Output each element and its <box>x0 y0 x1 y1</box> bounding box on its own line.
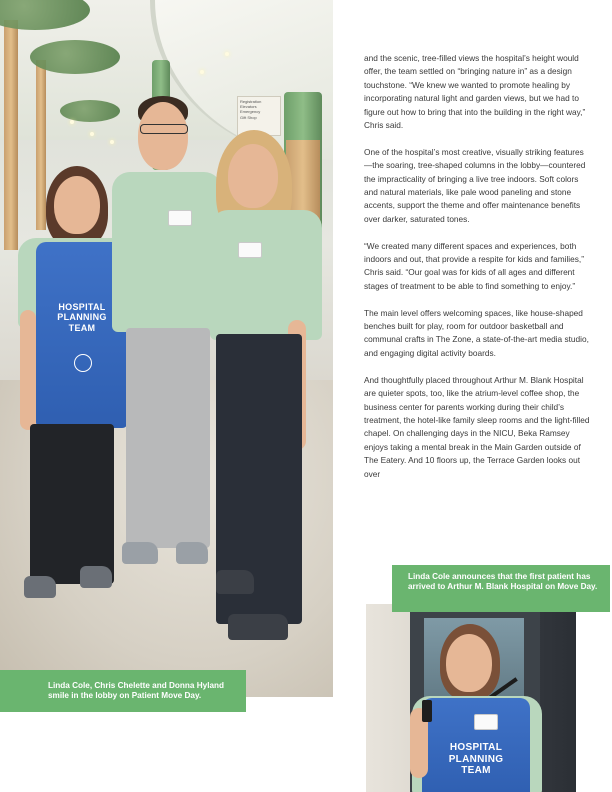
main-photo-caption <box>0 670 246 712</box>
shoe <box>24 576 56 598</box>
pants <box>30 424 114 584</box>
tree-canopy <box>30 40 120 74</box>
person-chris <box>112 96 222 586</box>
id-badge <box>168 210 192 226</box>
face <box>446 634 492 692</box>
second-photo <box>366 604 576 792</box>
article-paragraph: The main level offers welcoming spaces, like house-shaped benches built for play, room for outdoor basketball and communal crafts in The Zone, a state-of-the-art media studio, and engaging digital activity boards. <box>364 307 589 358</box>
ceiling-light <box>200 70 204 74</box>
article-paragraph: “We created many different spaces and experiences, both indoors and out, that provide a respite for kids and families,” Chris said. “Our goal was for kids of all ages and different stages of treatment to be able to find something to enjoy.” <box>364 240 584 291</box>
id-badge <box>474 714 498 730</box>
main-photo <box>0 0 333 697</box>
sign-line: Emergency <box>240 109 261 115</box>
team-logo-icon <box>74 354 92 372</box>
id-badge <box>238 242 262 258</box>
sign-line: Elevators <box>240 104 257 110</box>
face <box>138 102 188 170</box>
article-body <box>364 52 592 494</box>
vest-label: HOSPITAL PLANNING TEAM <box>57 302 107 333</box>
ceiling-light <box>225 52 229 56</box>
sign-line: Registration <box>240 99 262 104</box>
shoe <box>176 542 208 564</box>
walkie-talkie-icon <box>422 700 432 722</box>
glasses-icon <box>140 124 188 134</box>
ceiling-light <box>70 120 74 124</box>
face <box>228 144 278 208</box>
caption-text: Linda Cole, Chris Chelette and Donna Hyland smile in the lobby on Patient Move Day. <box>48 681 225 701</box>
article-paragraph: One of the hospital’s most creative, visually striking features—the soaring, tree-shaped columns in the lobby—countered the impracticality of bringing a live tree indoors. Soft colors and natural materials, like pale wood paneling and stone accents, support the theme and offer maintenance benefits over darker, saturated tones. <box>364 146 586 224</box>
caption-text: Linda Cole announces that the first patient has arrived to Arthur M. Blank Hospital on Move Day. <box>408 572 598 592</box>
shirt <box>112 172 222 332</box>
sign-line: Gift Shop <box>240 114 257 120</box>
tree-column <box>4 20 18 250</box>
vest-label: HOSPITAL PLANNING TEAM <box>448 742 504 776</box>
shirt <box>210 210 322 340</box>
shoe <box>216 570 254 594</box>
article-paragraph: And thoughtfully placed throughout Arthur M. Blank Hospital are quieter spots, too, like the atrium-level coffee shop, the business center for parents working during their child’s treatment, the hotel-like family sleep rooms and the light-filled chapel. On challenging days in the NICU, Beka Ramsey enjoys taking a mental break in the Main Garden outside of The Eatery. And 10 floors up, the Terrace Garden looks out over <box>364 374 590 479</box>
tree-canopy <box>60 100 120 122</box>
shoe <box>80 566 112 588</box>
second-photo-caption <box>392 565 610 612</box>
article-paragraph: and the scenic, tree-filled views the hospital’s height would offer, the team settled on “bringing nature in” as a design touchstone. “We knew we wanted to promote healing by incorporating natural light and garden views, but we had to figure out how to bring that into the building in the right way,” Chris said. <box>364 53 586 131</box>
shoe <box>228 614 288 640</box>
shoe <box>122 542 158 564</box>
hospital-planning-team-vest <box>422 698 530 792</box>
person-donna <box>208 130 328 650</box>
arm <box>20 310 36 430</box>
ceiling-light <box>90 132 94 136</box>
pants <box>126 328 210 548</box>
face <box>54 176 100 234</box>
